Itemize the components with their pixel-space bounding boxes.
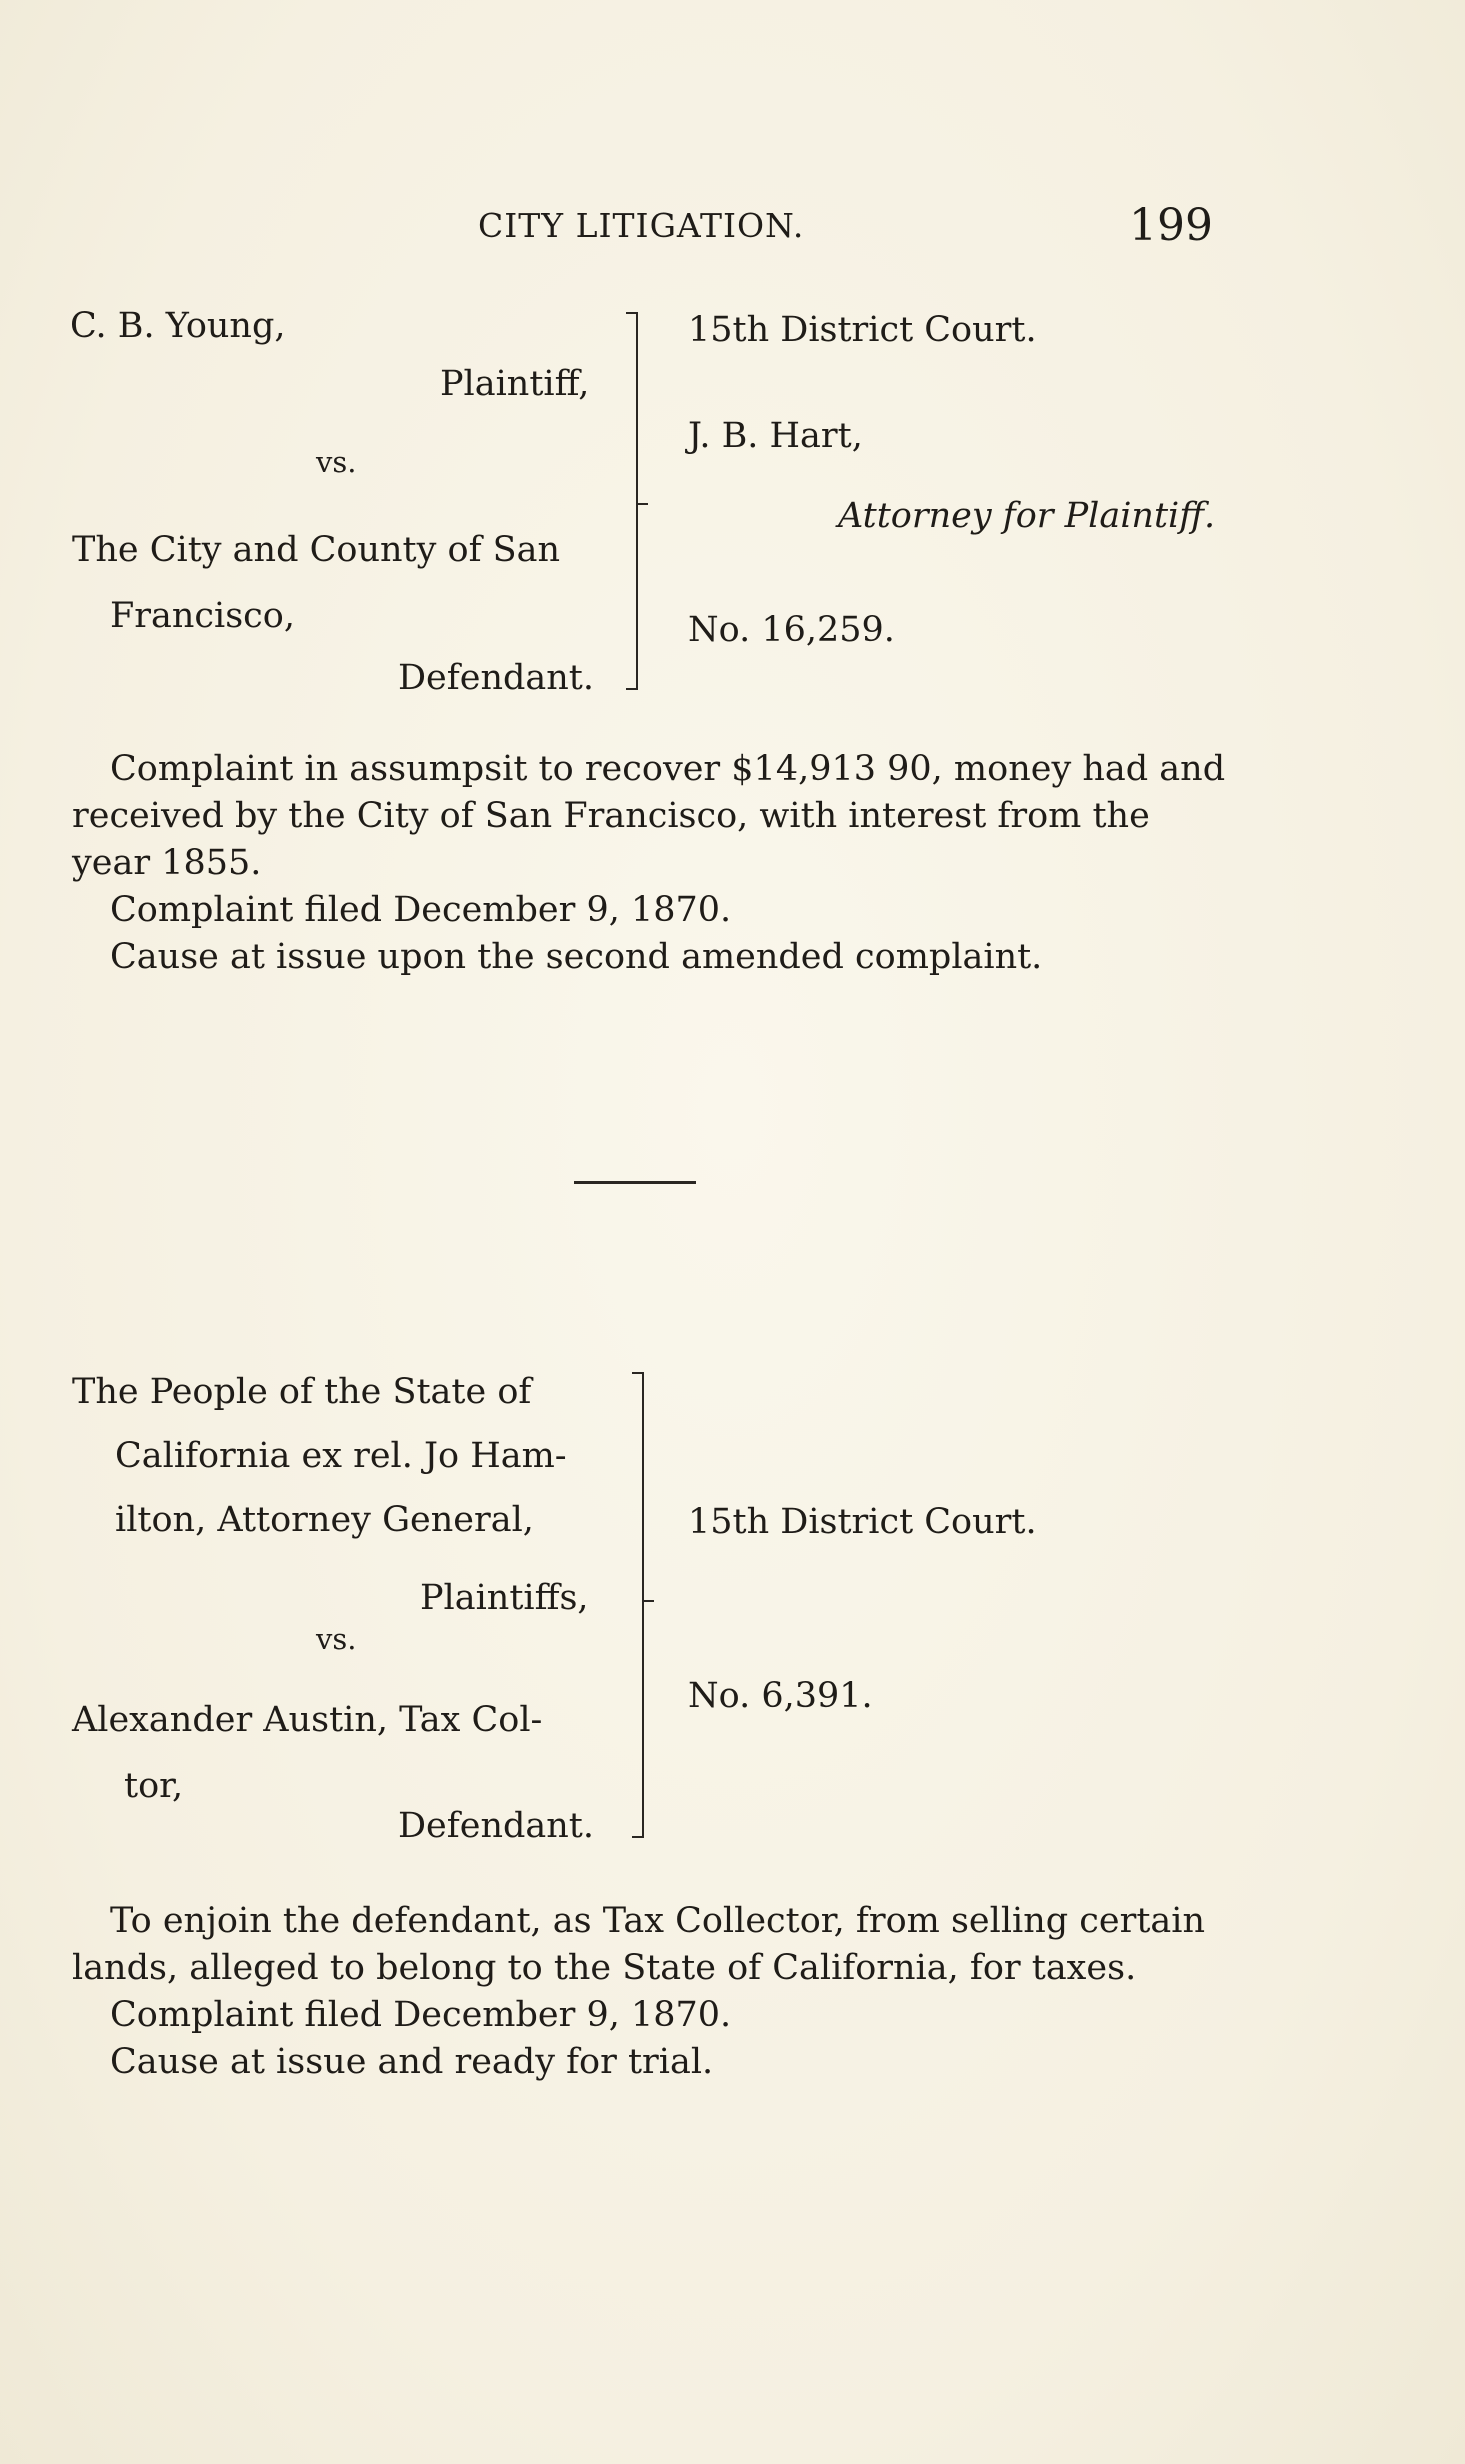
case1-brace-line (636, 312, 638, 690)
case1-versus: vs. (316, 445, 357, 479)
case2-plaintiff-role: Plaintiffs, (420, 1578, 589, 1618)
case2-body (72, 1898, 1206, 2086)
case1-court: 15th District Court. (688, 310, 1037, 350)
case1-brace-top (626, 312, 638, 314)
case2-defendant-line2: tor, (124, 1766, 184, 1806)
case2-plaintiff-line3: ilton, Attorney General, (115, 1500, 534, 1540)
case2-case-number: No. 6,391. (688, 1676, 873, 1716)
case1-description-line2: received by the City of San Francisco, with interest from the (72, 796, 1150, 836)
case2-court: 15th District Court. (688, 1502, 1037, 1542)
case1-plaintiff-role: Plaintiff, (440, 364, 590, 404)
case2-defendant-role: Defendant. (398, 1806, 594, 1846)
case1-status: Cause at issue upon the second amended complaint. (110, 937, 1043, 977)
case1-attorney-role: Attorney for Plaintiff. (838, 496, 1216, 536)
case1-case-number: No. 16,259. (688, 610, 895, 650)
case2-plaintiff-line2: California ex rel. Jo Ham- (115, 1436, 567, 1476)
case1-filed: Complaint filed December 9, 1870. (110, 890, 732, 930)
case2-versus: vs. (316, 1622, 357, 1656)
case1-defendant-role: Defendant. (398, 658, 594, 698)
section-separator (574, 1181, 696, 1184)
case1-attorney-name: J. B. Hart, (688, 416, 863, 456)
case1-defendant-line1: The City and County of San (72, 530, 561, 570)
running-title: CITY LITIGATION. (478, 206, 805, 245)
case2-description-line2: lands, alleged to belong to the State of California, for taxes. (72, 1948, 1137, 1988)
case1-description-line1: Complaint in assumpsit to recover $14,913 90, money had and (110, 749, 1226, 789)
case2-status: Cause at issue and ready for trial. (110, 2042, 714, 2082)
case1-plaintiff-name: C. B. Young, (70, 306, 286, 346)
case2-brace-top (632, 1372, 644, 1374)
case2-brace-line (642, 1372, 644, 1838)
case2-description-line1: To enjoin the defendant, as Tax Collector, from selling certain (110, 1901, 1206, 1941)
case1-description-line3: year 1855. (72, 843, 262, 883)
case2-brace-middle (642, 1600, 654, 1602)
case2-defendant-line1: Alexander Austin, Tax Col- (72, 1700, 543, 1740)
case2-filed: Complaint filed December 9, 1870. (110, 1995, 732, 2035)
case2-plaintiff-line1: The People of the State of (72, 1372, 532, 1412)
page-number: 199 (1129, 200, 1213, 251)
case1-brace-bottom (626, 688, 638, 690)
case1-body (72, 746, 1226, 981)
case2-brace-bottom (632, 1836, 644, 1838)
case1-brace-middle (636, 503, 648, 505)
case1-defendant-line2: Francisco, (110, 596, 295, 636)
